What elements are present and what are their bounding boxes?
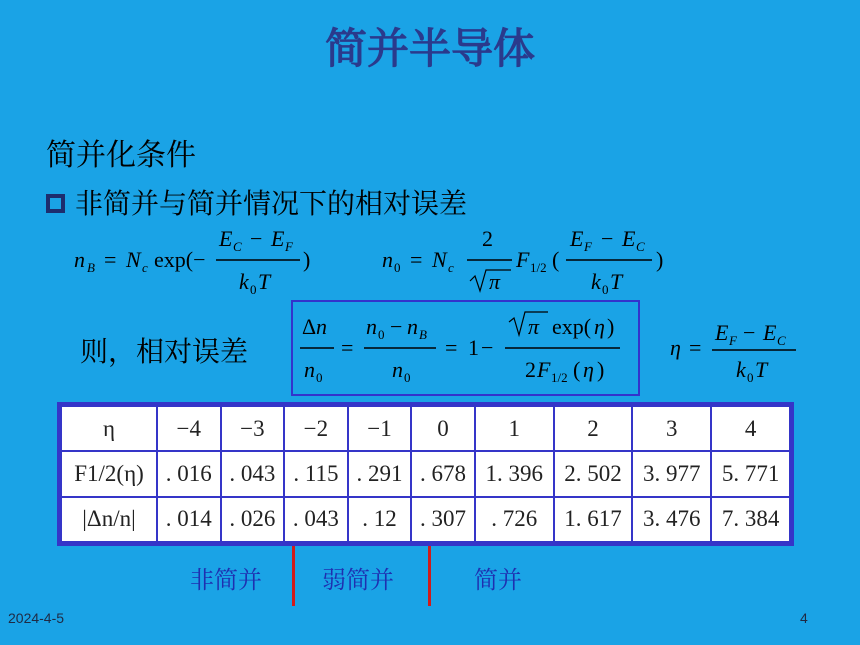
svg-text:π: π [489, 269, 501, 294]
table-cell: . 307 [411, 497, 475, 542]
svg-text:0: 0 [316, 370, 323, 385]
svg-text:0: 0 [602, 282, 609, 297]
table-row-header: |Δn/n| [61, 497, 157, 542]
svg-text:B: B [87, 260, 95, 275]
table-cell: . 678 [411, 451, 475, 496]
regime-divider [292, 546, 295, 606]
table-cell: . 043 [284, 497, 348, 542]
svg-text:C: C [233, 239, 242, 254]
svg-text:(: ( [552, 247, 560, 272]
table-cell: . 026 [221, 497, 285, 542]
formula-n0 [382, 226, 663, 297]
svg-text:k: k [736, 357, 746, 382]
regime-label-degenerate: 简并 [474, 566, 522, 594]
svg-text:c: c [448, 260, 454, 275]
table-cell: . 726 [475, 497, 554, 542]
svg-text:0: 0 [747, 370, 754, 385]
svg-text:n: n [366, 314, 377, 339]
svg-text:η: η [594, 314, 605, 339]
svg-text:exp(: exp( [552, 314, 592, 339]
svg-text:): ) [656, 247, 664, 272]
table-cell: 2. 502 [554, 451, 633, 496]
svg-text:E: E [570, 226, 584, 251]
table-cell: −3 [221, 406, 285, 451]
svg-text:η: η [670, 335, 681, 360]
svg-text:n: n [304, 357, 315, 382]
svg-text:0: 0 [250, 282, 257, 297]
svg-text:−: − [250, 226, 263, 251]
svg-text:N: N [126, 247, 141, 272]
svg-text:0: 0 [378, 327, 385, 342]
table-cell: . 12 [348, 497, 412, 542]
data-table [57, 402, 794, 546]
svg-text:E: E [622, 226, 636, 251]
table-cell: 1. 396 [475, 451, 554, 496]
svg-text:1: 1 [468, 335, 479, 360]
svg-text:k: k [591, 269, 601, 294]
svg-text:2: 2 [482, 226, 493, 251]
table-cell: 0 [411, 406, 475, 451]
formula-nb [74, 226, 310, 297]
table-cell: 5. 771 [711, 451, 790, 496]
svg-text:1/2: 1/2 [551, 370, 568, 385]
svg-text:−: − [390, 314, 403, 339]
table-row-header: η [61, 406, 157, 451]
svg-text:F: F [516, 247, 530, 272]
svg-text:F: F [729, 333, 737, 348]
svg-text:=: = [689, 335, 702, 360]
regime-label-nondegenerate: 非简并 [190, 566, 262, 594]
svg-text:1/2: 1/2 [530, 260, 547, 275]
table-cell: 7. 384 [711, 497, 790, 542]
svg-text:F: F [584, 239, 592, 254]
table-cell: . 014 [157, 497, 221, 542]
svg-text:T: T [258, 269, 271, 294]
svg-text:0: 0 [404, 370, 411, 385]
svg-text:2: 2 [525, 357, 536, 382]
svg-text:C: C [636, 239, 645, 254]
svg-text:E: E [271, 226, 285, 251]
table-row-header: F1/2(η) [61, 451, 157, 496]
svg-text:C: C [777, 333, 786, 348]
svg-text:−: − [743, 320, 756, 345]
svg-text:T: T [610, 269, 623, 294]
svg-text:exp(−: exp(− [154, 247, 206, 272]
table-cell: 1 [475, 406, 554, 451]
svg-text:Δ: Δ [302, 314, 317, 339]
svg-text:c: c [142, 260, 148, 275]
svg-text:n: n [74, 247, 85, 272]
svg-text:E: E [219, 226, 233, 251]
table-cell: 2 [554, 406, 633, 451]
table-cell: . 016 [157, 451, 221, 496]
svg-text:n: n [316, 314, 327, 339]
table-cell: 4 [711, 406, 790, 451]
svg-text:): ) [597, 357, 605, 382]
table-row [61, 451, 790, 496]
section-heading: 简并化条件 [46, 138, 196, 173]
regime-label-weak-degenerate: 弱简并 [322, 566, 394, 594]
slide-title: 简并半导体 [324, 24, 535, 73]
table-cell: . 043 [221, 451, 285, 496]
svg-text:k: k [239, 269, 249, 294]
svg-text:T: T [755, 357, 768, 382]
table-cell: −1 [348, 406, 412, 451]
table-row [61, 497, 790, 542]
svg-text:n: n [392, 357, 403, 382]
svg-text:B: B [419, 327, 427, 342]
svg-text:n: n [407, 314, 418, 339]
svg-text:η: η [583, 357, 594, 382]
relative-error-label: 则，相对误差 [80, 335, 249, 368]
table-cell: −4 [157, 406, 221, 451]
table-cell: . 291 [348, 451, 412, 496]
svg-text:): ) [303, 247, 311, 272]
svg-text:=: = [445, 335, 458, 360]
regime-divider [428, 546, 431, 606]
table-row [61, 406, 790, 451]
svg-text:n: n [382, 247, 393, 272]
formula-highlight-box [291, 300, 640, 396]
svg-text:−: − [601, 226, 614, 251]
table-cell: 1. 617 [554, 497, 633, 542]
table-cell: 3 [632, 406, 711, 451]
table-cell: 3. 977 [632, 451, 711, 496]
formula-eta [670, 320, 796, 385]
footer-date: 2024-4-5 [8, 610, 65, 626]
page-number: 4 [800, 610, 808, 626]
svg-text:N: N [432, 247, 447, 272]
svg-text:π: π [528, 314, 540, 339]
svg-text:0: 0 [394, 260, 401, 275]
svg-text:): ) [607, 314, 615, 339]
svg-text:=: = [341, 335, 354, 360]
table-cell: 3. 476 [632, 497, 711, 542]
svg-text:E: E [763, 320, 777, 345]
table-cell: −2 [284, 406, 348, 451]
svg-text:−: − [481, 335, 494, 360]
svg-text:F: F [285, 239, 293, 254]
svg-text:(: ( [573, 357, 581, 382]
svg-text:E: E [715, 320, 729, 345]
svg-text:=: = [104, 247, 117, 272]
svg-text:=: = [410, 247, 423, 272]
bullet-text: 非简并与简并情况下的相对误差 [75, 187, 468, 220]
table-cell: . 115 [284, 451, 348, 496]
svg-text:F: F [537, 357, 551, 382]
